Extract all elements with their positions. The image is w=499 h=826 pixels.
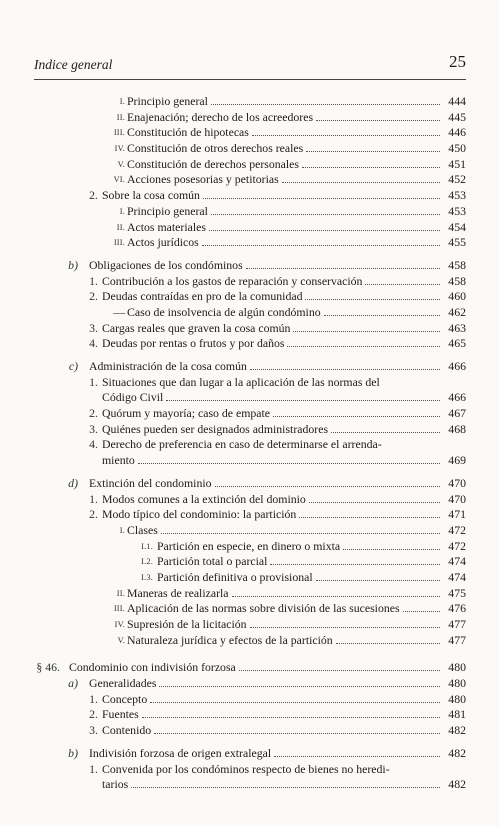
- toc-entry-label: b): [68, 257, 78, 272]
- toc-entry-title: Situaciones que dan lugar a la aplicación de las normas del: [102, 374, 380, 389]
- toc-entry-label: 3.: [89, 421, 98, 436]
- toc-entry: [34, 375, 466, 391]
- header-page-number: 25: [449, 52, 466, 71]
- toc-entry-page: 450: [448, 141, 466, 156]
- toc-entry-page: 466: [448, 390, 466, 405]
- toc-entry-label: 2.: [89, 707, 98, 722]
- toc-entry: [34, 235, 466, 251]
- toc-entry-title: Modo típico del condominio: la partición: [102, 507, 297, 522]
- toc-entry: [34, 359, 466, 375]
- toc-entry-title: Enajenación; derecho de los acreedores: [127, 109, 314, 124]
- toc-entry-page: 477: [448, 617, 466, 631]
- toc-entry-title: Fuentes: [102, 707, 139, 722]
- toc-entry-label: —: [113, 304, 125, 319]
- toc-entry-label: 2.: [89, 507, 98, 522]
- toc-entry-label: V.: [117, 635, 125, 645]
- toc-entry-page: 474: [448, 569, 466, 584]
- toc-entry-title: Condominio con indivisión forzosa: [69, 660, 236, 675]
- toc-entry-label: c): [68, 359, 78, 373]
- toc-entry-label: III.: [113, 604, 125, 614]
- toc-entry-title: Generalidades: [89, 676, 157, 691]
- header-title: Indice general: [34, 57, 113, 72]
- toc-entry-title: Actos jurídicos: [127, 235, 199, 250]
- toc-entry: [34, 453, 466, 469]
- toc-entry-label: 3.: [89, 320, 98, 335]
- toc-entry-label: 1.: [89, 273, 98, 288]
- dot-leader: [232, 595, 440, 597]
- toc-entry: [34, 746, 466, 762]
- toc-entry-label: 1.: [89, 374, 98, 389]
- toc-entry: [34, 476, 466, 492]
- dot-leader: [211, 213, 440, 215]
- toc-entry-label: 2.: [89, 188, 98, 203]
- toc-entry-title: miento: [102, 453, 135, 468]
- toc-entry: [34, 437, 466, 453]
- dot-leader: [250, 368, 440, 370]
- toc-entry-title: Aplicación de las normas sobre división de las sucesiones: [127, 601, 400, 616]
- dot-leader: [270, 563, 440, 565]
- toc-entry-title: Actos materiales: [127, 219, 206, 234]
- toc-entry-page: 455: [448, 235, 466, 250]
- dot-leader: [166, 399, 440, 401]
- toc-entry-page: 466: [448, 359, 466, 373]
- toc-entry-title: Maneras de realizarla: [127, 585, 229, 600]
- toc-entry-title: Quiénes pueden ser designados administradores: [102, 421, 329, 436]
- running-header: [34, 46, 466, 80]
- toc-entry-label: IV.: [114, 144, 125, 154]
- toc-entry-page: 480: [448, 691, 466, 706]
- dot-leader: [306, 150, 440, 152]
- toc-entry: [34, 601, 466, 617]
- toc-entry-title: Concepto: [102, 691, 148, 706]
- toc-entry-label: b): [68, 745, 78, 760]
- toc-entry: [34, 157, 466, 173]
- toc-entry-label: 2.: [89, 289, 98, 304]
- toc-entry: [34, 554, 466, 570]
- toc-entry-page: 467: [448, 406, 466, 421]
- toc-entry-page: 480: [448, 660, 466, 675]
- toc-entry-page: 472: [448, 522, 466, 537]
- toc-entry-title: Extinción del condominio: [89, 475, 212, 490]
- toc-entry-title: Obligaciones de los condóminos: [89, 257, 243, 272]
- toc-entry-label: I.: [119, 97, 125, 106]
- toc-entry: [34, 633, 466, 649]
- toc-entry: [34, 336, 466, 352]
- toc-entry: [34, 492, 466, 508]
- dot-leader: [287, 345, 440, 347]
- toc-entry-title: Indivisión forzosa de origen extralegal: [89, 745, 272, 760]
- dot-leader: [209, 229, 440, 231]
- toc-entry-title: Contenido: [102, 723, 152, 738]
- toc-entry: [34, 305, 466, 321]
- toc-entry-label: II.: [116, 112, 125, 122]
- toc-entry-label: III.: [113, 238, 125, 248]
- toc-entry-label: 2.: [89, 406, 98, 421]
- toc-entry: [34, 570, 466, 586]
- header-rule: [34, 79, 466, 80]
- dot-leader: [202, 244, 440, 246]
- toc-entry-page: 481: [448, 707, 466, 722]
- toc-entry-title: Constitución de otros derechos reales: [127, 141, 304, 156]
- toc-entry: [34, 660, 466, 676]
- toc-entry-title: Quórum y mayoría; caso de empate: [102, 406, 271, 421]
- toc-entry: [34, 390, 466, 406]
- toc-entry-label: II.: [116, 588, 125, 598]
- toc-entry-page: 468: [448, 421, 466, 436]
- toc-entry-label: IV.: [114, 620, 125, 629]
- toc-entry-title: Deudas contraídas en pro de la comunidad: [102, 289, 303, 304]
- toc-entry-title: Derecho de preferencia en caso de determinarse el arrenda-: [102, 437, 382, 452]
- toc-entry-label: VI.: [113, 175, 125, 185]
- toc-entry: [34, 762, 466, 778]
- toc-entry: [34, 204, 466, 220]
- dot-leader: [138, 462, 440, 464]
- toc-entry-title: Principio general: [127, 94, 208, 108]
- toc-entry: [34, 676, 466, 692]
- toc-entry-title: Principio general: [127, 203, 208, 218]
- toc-entry: [34, 586, 466, 602]
- toc-entry-label: I.3.: [141, 572, 153, 582]
- dot-leader: [252, 134, 440, 136]
- dot-leader: [273, 415, 440, 417]
- dot-leader: [250, 626, 440, 628]
- toc-entry-page: 453: [448, 188, 466, 203]
- dot-leader: [316, 579, 440, 581]
- toc-entry: [34, 321, 466, 337]
- toc-entry-label: a): [68, 676, 78, 691]
- dot-leader: [365, 283, 440, 285]
- dot-leader: [343, 548, 440, 550]
- toc-entry-title: Partición total o parcial: [157, 554, 268, 569]
- toc-entry-page: 477: [448, 632, 466, 647]
- toc-entry-label: d): [68, 475, 78, 490]
- toc-entry: [34, 707, 466, 723]
- toc-entry-label: III.: [113, 128, 125, 138]
- toc-entry-page: 446: [448, 125, 466, 140]
- toc-entry-label: I.1.: [141, 541, 153, 551]
- dot-leader: [215, 485, 440, 487]
- toc-entry-page: 482: [448, 777, 466, 792]
- toc-entry-title: Caso de insolvencia de algún condómino: [127, 304, 321, 319]
- toc-entry: [34, 289, 466, 305]
- toc-entry-page: 451: [448, 156, 466, 171]
- toc-entry-title: Constitución de derechos personales: [127, 156, 299, 171]
- toc-entry-page: 469: [448, 453, 466, 468]
- toc-entry-page: 454: [448, 219, 466, 234]
- toc-entry: [34, 777, 466, 793]
- toc-entry-label: II.: [116, 222, 125, 232]
- toc-entry-title: Convenida por los condóminos respecto de bienes no heredi-: [102, 761, 390, 776]
- toc-entry: [34, 188, 466, 204]
- dot-leader: [161, 532, 440, 534]
- toc-entry-page: 462: [448, 304, 466, 319]
- toc-entry-page: 458: [448, 273, 466, 288]
- dot-leader: [246, 267, 440, 269]
- dot-leader: [274, 755, 440, 757]
- toc-entry-title: Código Civil: [102, 390, 164, 405]
- toc-entry: [34, 523, 466, 539]
- toc-entry: [34, 539, 466, 555]
- dot-leader: [331, 431, 440, 433]
- toc-entry: [34, 141, 466, 157]
- dot-leader: [211, 103, 440, 105]
- toc-entry: [34, 692, 466, 708]
- toc-entry: [34, 220, 466, 236]
- dot-leader: [403, 610, 440, 612]
- toc-entry-title: Acciones posesorias y petitorias: [127, 172, 279, 187]
- toc-entry-title: tarios: [102, 777, 129, 792]
- toc-entry-label: I.2.: [141, 557, 153, 567]
- dot-leader: [159, 685, 440, 687]
- toc-entry: [34, 274, 466, 290]
- toc-entry-page: 475: [448, 585, 466, 600]
- dot-leader: [203, 197, 440, 199]
- toc-entry-label: I.: [119, 525, 125, 535]
- toc-entry: [34, 110, 466, 126]
- toc-entry: [34, 507, 466, 523]
- toc-entry-page: 480: [448, 676, 466, 691]
- toc-entry-title: Constitución de hipotecas: [127, 125, 249, 140]
- toc-entry-label: 1.: [89, 491, 98, 506]
- toc-entry-label: V.: [117, 159, 125, 169]
- dot-leader: [293, 330, 440, 332]
- toc-entry: [34, 172, 466, 188]
- toc-entry-page: 471: [448, 507, 466, 522]
- toc-entry: [34, 125, 466, 141]
- toc-entry-label: 1.: [89, 691, 98, 706]
- dot-leader: [309, 501, 440, 503]
- toc-entry-page: 482: [448, 745, 466, 760]
- dot-leader: [336, 642, 440, 644]
- toc-entry-title: Naturaleza jurídica y efectos de la partición: [127, 632, 333, 647]
- dot-leader: [302, 166, 440, 168]
- dot-leader: [142, 716, 440, 718]
- toc-entry-page: 452: [448, 172, 466, 187]
- dot-leader: [239, 669, 440, 671]
- toc-entry-page: 463: [448, 320, 466, 335]
- toc-entry-label: 4.: [89, 437, 98, 452]
- toc-entry-title: Partición en especie, en dinero o mixta: [157, 538, 341, 553]
- toc-entry: [34, 723, 466, 739]
- dot-leader: [150, 701, 440, 703]
- toc-entry-page: 474: [448, 554, 466, 569]
- toc-entry-title: Partición definitiva o provisional: [157, 569, 313, 584]
- toc-entry-title: Cargas reales que graven la cosa común: [102, 320, 291, 335]
- toc-entry: [34, 422, 466, 438]
- toc-entry-page: 453: [448, 203, 466, 218]
- toc-entry-page: 458: [448, 257, 466, 272]
- toc-entry: [34, 617, 466, 633]
- toc-entry-label: 3.: [89, 723, 98, 738]
- toc-entry: [34, 94, 466, 110]
- toc-entry-page: 444: [448, 94, 466, 108]
- dot-leader: [154, 732, 440, 734]
- toc-entry-page: 465: [448, 336, 466, 351]
- table-of-contents: [34, 94, 466, 793]
- toc-entry-page: 445: [448, 109, 466, 124]
- dot-leader: [316, 119, 440, 121]
- toc-entry-title: Deudas por rentas o frutos y por daños: [102, 336, 285, 351]
- toc-entry-title: Contribución a los gastos de reparación y conservación: [102, 273, 363, 288]
- toc-entry-page: 476: [448, 601, 466, 616]
- dot-leader: [299, 516, 440, 518]
- toc-entry-label: 1.: [89, 761, 98, 776]
- toc-entry-title: Supresión de la licitación: [127, 617, 247, 631]
- dot-leader: [324, 314, 440, 316]
- dot-leader: [131, 786, 440, 788]
- toc-entry-page: 470: [448, 491, 466, 506]
- toc-entry-title: Sobre la cosa común: [102, 188, 200, 203]
- toc-entry-label: 4.: [89, 336, 98, 351]
- dot-leader: [305, 298, 440, 300]
- toc-entry-page: 460: [448, 289, 466, 304]
- toc-entry-page: 482: [448, 723, 466, 738]
- toc-entry-title: Administración de la cosa común: [89, 359, 247, 373]
- toc-entry-title: Modos comunes a la extinción del dominio: [102, 491, 306, 506]
- toc-entry-label: § 46.: [36, 660, 60, 675]
- toc-entry-page: 470: [448, 475, 466, 490]
- toc-entry-title: Clases: [127, 522, 158, 537]
- toc-entry-label: I.: [119, 206, 125, 216]
- toc-entry: [34, 258, 466, 274]
- toc-entry-page: 472: [448, 538, 466, 553]
- toc-entry: [34, 406, 466, 422]
- dot-leader: [282, 181, 440, 183]
